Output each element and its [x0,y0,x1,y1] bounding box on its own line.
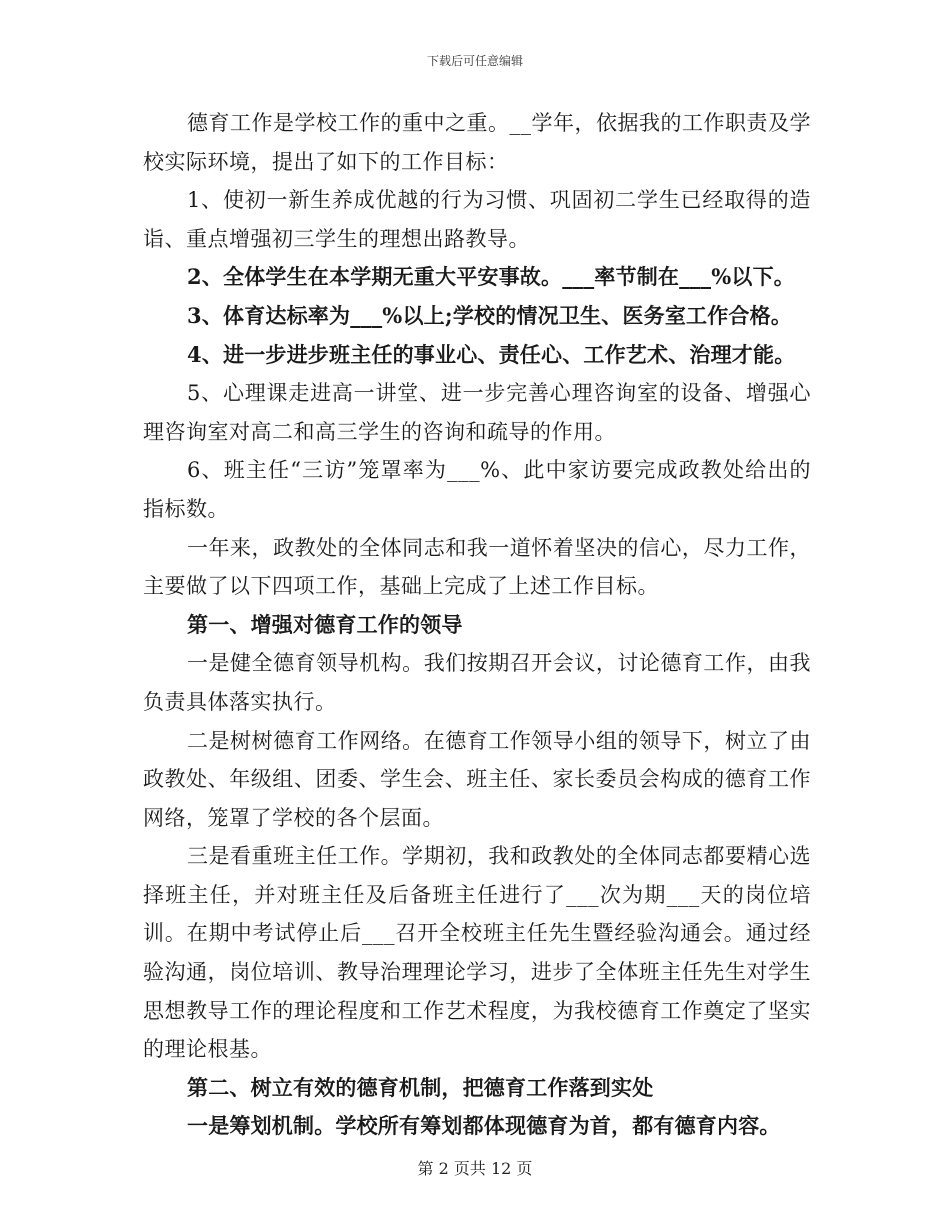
paragraph-section1-item2: 二是树树德育工作网络。在德育工作领导小组的领导下，树立了由政教处、年级组、团委、学生会、班主任、家长委员会构成的德育工作网络，笼罩了学校的各个层面。 [143,728,811,830]
paragraph-goal-4: 4、进一步进步班主任的事业心、责任心、工作艺术、治理才能。 [187,341,796,367]
paragraph-section1-item3: 三是看重班主任工作。学期初，我和政教处的全体同志都要精心选择班主任，并对班主任及后备班主任进行了___次为期___天的岗位培训。在期中考试停止后___召开全校班主任先生暨经验沟通会。通过经验沟通，岗位培训、教导治理理论学习，进步了全体班主任先生对学生思想教导工作的理论程度和工作艺术程度，为我校德育工作奠定了坚实的理论根基。 [143,844,811,1062]
paragraph-intro: 德育工作是学校工作的重中之重。__学年，依据我的工作职责及学校实际环境，提出了如下的工作目标： [143,111,811,174]
paragraph-section1-item1: 一是健全德育领导机构。我们按期召开会议，讨论德育工作，由我负责具体落实执行。 [143,651,811,714]
paragraph-summary: 一年来，政教处的全体同志和我一道怀着坚决的信心，尽力工作，主要做了以下四项工作，基础上完成了上述工作目标。 [143,535,811,599]
section-heading-1: 第一、增强对德育工作的领导 [187,611,463,637]
paragraph-goal-3: 3、体育达标率为___%以上;学校的情况卫生、医务室工作合格。 [187,302,793,328]
section-heading-2: 第二、树立有效的德育机制，把德育工作落到实处 [187,1074,654,1100]
header-note: 下载后可任意编辑 [426,54,523,68]
paragraph-goal-1: 1、使初一新生养成优越的行为习惯、巩固初二学生已经取得的造诣、重点增强初三学生的理想出路教导。 [143,188,811,251]
document-body [143,104,811,1146]
paragraph-section2-item1: 一是筹划机制。学校所有筹划都体现德育为首，都有德育内容。 [187,1113,781,1139]
page-number: 第 2 页共 12 页 [417,1159,533,1178]
paragraph-goal-2: 2、全体学生在本学期无重大平安事故。___率节制在___%以下。 [187,264,795,290]
paragraph-goal-5: 5、心理课走进高一讲堂、进一步完善心理咨询室的设备、增强心理咨询室对高二和高三学生的咨询和疏导的作用。 [143,381,811,444]
paragraph-goal-6: 6、班主任“三访”笼罩率为___%、此中家访要完成政教处给出的指标数。 [143,458,811,521]
